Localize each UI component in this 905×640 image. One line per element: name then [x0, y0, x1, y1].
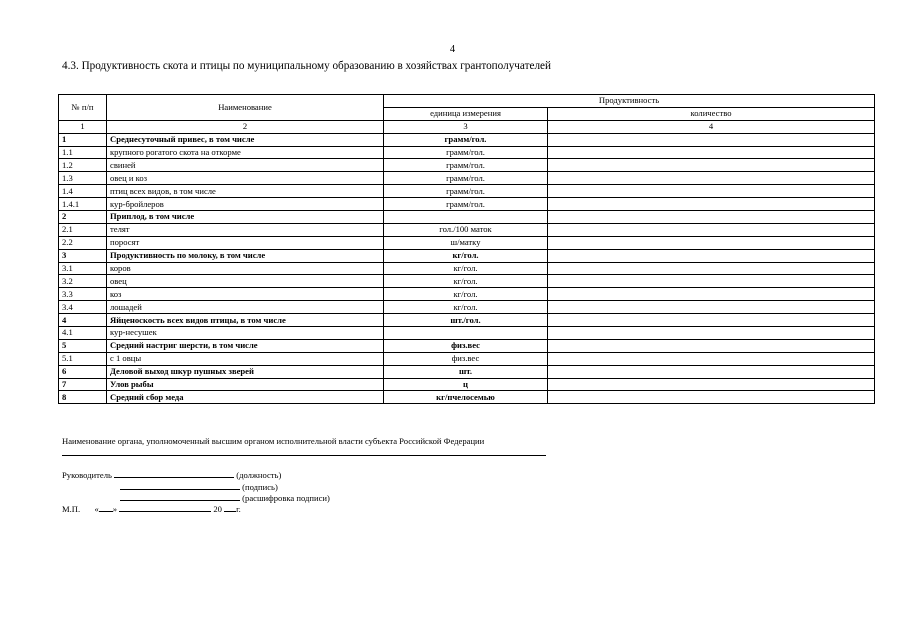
year-suffix: г. — [236, 504, 241, 514]
table-body — [59, 95, 875, 404]
table-row — [59, 185, 875, 198]
row-unit-cell: кг/гол. — [384, 275, 548, 288]
table-row — [59, 133, 875, 146]
table-row — [59, 172, 875, 185]
decoding-label: (расшифровка подписи) — [242, 493, 330, 503]
row-name-cell: телят — [107, 223, 384, 236]
head-line — [62, 468, 281, 480]
row-unit-cell: грамм/гол. — [384, 172, 548, 185]
table-row — [59, 262, 875, 275]
row-number-cell: 8 — [59, 391, 107, 404]
row-number-cell: 5 — [59, 339, 107, 352]
stamp-label: М.П. — [62, 504, 81, 514]
row-number-cell: 1.1 — [59, 146, 107, 159]
year-blank — [224, 502, 236, 512]
table-row — [59, 288, 875, 301]
row-number-cell: 1.3 — [59, 172, 107, 185]
table-row — [59, 223, 875, 236]
row-number-cell: 2.1 — [59, 223, 107, 236]
row-number-cell: 3.1 — [59, 262, 107, 275]
row-quantity-cell — [548, 223, 875, 236]
year-prefix: 20 — [213, 504, 222, 514]
row-quantity-cell — [548, 185, 875, 198]
position-label: (должность) — [236, 470, 282, 480]
row-quantity-cell — [548, 172, 875, 185]
row-number-cell: 1.2 — [59, 159, 107, 172]
row-unit-cell: кг/пчелосемью — [384, 391, 548, 404]
signature-blank — [120, 480, 240, 490]
row-unit-cell: кг/гол. — [384, 249, 548, 262]
page-number: 4 — [449, 44, 456, 55]
table-row — [59, 339, 875, 352]
header-row-1 — [59, 95, 875, 108]
row-name-cell: коров — [107, 262, 384, 275]
row-number-cell: 2.2 — [59, 236, 107, 249]
row-name-cell: Продуктивность по молоку, в том числе — [107, 249, 384, 262]
row-unit-cell: грамм/гол. — [384, 159, 548, 172]
row-number-cell: 4.1 — [59, 327, 107, 340]
row-name-cell: птиц всех видов, в том числе — [107, 185, 384, 198]
header-unit: единица измерения — [384, 107, 548, 120]
row-quantity-cell — [548, 236, 875, 249]
row-quantity-cell — [548, 327, 875, 340]
signature-label: (подпись) — [242, 482, 278, 492]
row-unit-cell: грамм/гол. — [384, 198, 548, 211]
table-row — [59, 327, 875, 340]
close-quote: » — [112, 504, 118, 514]
row-quantity-cell — [548, 352, 875, 365]
row-unit-cell: кг/гол. — [384, 301, 548, 314]
productivity-table — [58, 94, 875, 404]
row-number-cell: 1.4.1 — [59, 198, 107, 211]
document-title: 4.3. Продуктивность скота и птицы по муниципальному образованию в хозяйствах грантополучателей — [62, 60, 551, 72]
row-unit-cell: ц — [384, 378, 548, 391]
table-row — [59, 275, 875, 288]
table-row — [59, 146, 875, 159]
row-name-cell: кур-бройлеров — [107, 198, 384, 211]
row-unit-cell: кг/гол. — [384, 262, 548, 275]
row-number-cell: 4 — [59, 314, 107, 327]
row-quantity-cell — [548, 339, 875, 352]
row-quantity-cell — [548, 198, 875, 211]
decoding-blank — [120, 491, 240, 501]
table-row — [59, 249, 875, 262]
row-unit-cell: грамм/гол. — [384, 185, 548, 198]
row-unit-cell: ш/матку — [384, 236, 548, 249]
row-quantity-cell — [548, 249, 875, 262]
row-quantity-cell — [548, 378, 875, 391]
head-label: Руководитель — [62, 470, 112, 480]
row-name-cell: Средний сбор меда — [107, 391, 384, 404]
row-unit-cell: грамм/гол. — [384, 133, 548, 146]
row-quantity-cell — [548, 262, 875, 275]
org-name-line — [62, 455, 546, 456]
table-row — [59, 352, 875, 365]
row-name-cell: Среднесуточный привес, в том числе — [107, 133, 384, 146]
day-blank — [99, 502, 113, 512]
row-name-cell: коз — [107, 288, 384, 301]
table-row — [59, 391, 875, 404]
row-quantity-cell — [548, 146, 875, 159]
row-name-cell: Улов рыбы — [107, 378, 384, 391]
row-name-cell: свиней — [107, 159, 384, 172]
column-number-row — [59, 120, 875, 133]
row-unit-cell — [384, 327, 548, 340]
row-name-cell: овец — [107, 275, 384, 288]
position-blank — [114, 468, 234, 478]
row-name-cell: лошадей — [107, 301, 384, 314]
stamp-line — [62, 502, 241, 514]
row-unit-cell: физ.вес — [384, 339, 548, 352]
row-quantity-cell — [548, 159, 875, 172]
table-row — [59, 198, 875, 211]
table-row — [59, 314, 875, 327]
row-name-cell: Яйценоскость всех видов птицы, в том числе — [107, 314, 384, 327]
col-number-2: 2 — [107, 120, 384, 133]
row-unit-cell: гол./100 маток — [384, 223, 548, 236]
row-number-cell: 3.3 — [59, 288, 107, 301]
header-productivity: Продуктивность — [384, 95, 875, 108]
row-name-cell: кур-несушек — [107, 327, 384, 340]
table-row — [59, 159, 875, 172]
row-name-cell: овец и коз — [107, 172, 384, 185]
row-number-cell: 1 — [59, 133, 107, 146]
row-number-cell: 2 — [59, 211, 107, 224]
header-name: Наименование — [107, 95, 384, 121]
col-number-3: 3 — [384, 120, 548, 133]
row-name-cell: Деловой выход шкур пушных зверей — [107, 365, 384, 378]
org-label: Наименование органа, уполномоченный высшим органом исполнительной власти субъекта Российской Федерации — [62, 436, 485, 446]
row-unit-cell — [384, 211, 548, 224]
row-name-cell: Средний настриг шерсти, в том числе — [107, 339, 384, 352]
row-name-cell: с 1 овцы — [107, 352, 384, 365]
row-quantity-cell — [548, 133, 875, 146]
row-number-cell: 3.2 — [59, 275, 107, 288]
row-name-cell: Приплод, в том числе — [107, 211, 384, 224]
row-quantity-cell — [548, 365, 875, 378]
table-row — [59, 211, 875, 224]
header-quantity: количество — [548, 107, 875, 120]
row-quantity-cell — [548, 288, 875, 301]
row-number-cell: 7 — [59, 378, 107, 391]
row-number-cell: 6 — [59, 365, 107, 378]
row-number-cell: 3.4 — [59, 301, 107, 314]
table-row — [59, 365, 875, 378]
row-number-cell: 5.1 — [59, 352, 107, 365]
row-quantity-cell — [548, 391, 875, 404]
table-row — [59, 378, 875, 391]
table-row — [59, 301, 875, 314]
row-quantity-cell — [548, 301, 875, 314]
month-blank — [119, 502, 211, 512]
col-number-4: 4 — [548, 120, 875, 133]
row-unit-cell: физ.вес — [384, 352, 548, 365]
open-quote: « — [94, 504, 99, 514]
row-quantity-cell — [548, 275, 875, 288]
row-quantity-cell — [548, 211, 875, 224]
row-unit-cell: шт./гол. — [384, 314, 548, 327]
row-name-cell: поросят — [107, 236, 384, 249]
col-number-1: 1 — [59, 120, 107, 133]
row-number-cell: 1.4 — [59, 185, 107, 198]
row-unit-cell: грамм/гол. — [384, 146, 548, 159]
row-unit-cell: кг/гол. — [384, 288, 548, 301]
row-unit-cell: шт. — [384, 365, 548, 378]
row-quantity-cell — [548, 314, 875, 327]
row-number-cell: 3 — [59, 249, 107, 262]
row-name-cell: крупного рогатого скота на откорме — [107, 146, 384, 159]
header-num: № п/п — [59, 95, 107, 121]
table-row — [59, 236, 875, 249]
